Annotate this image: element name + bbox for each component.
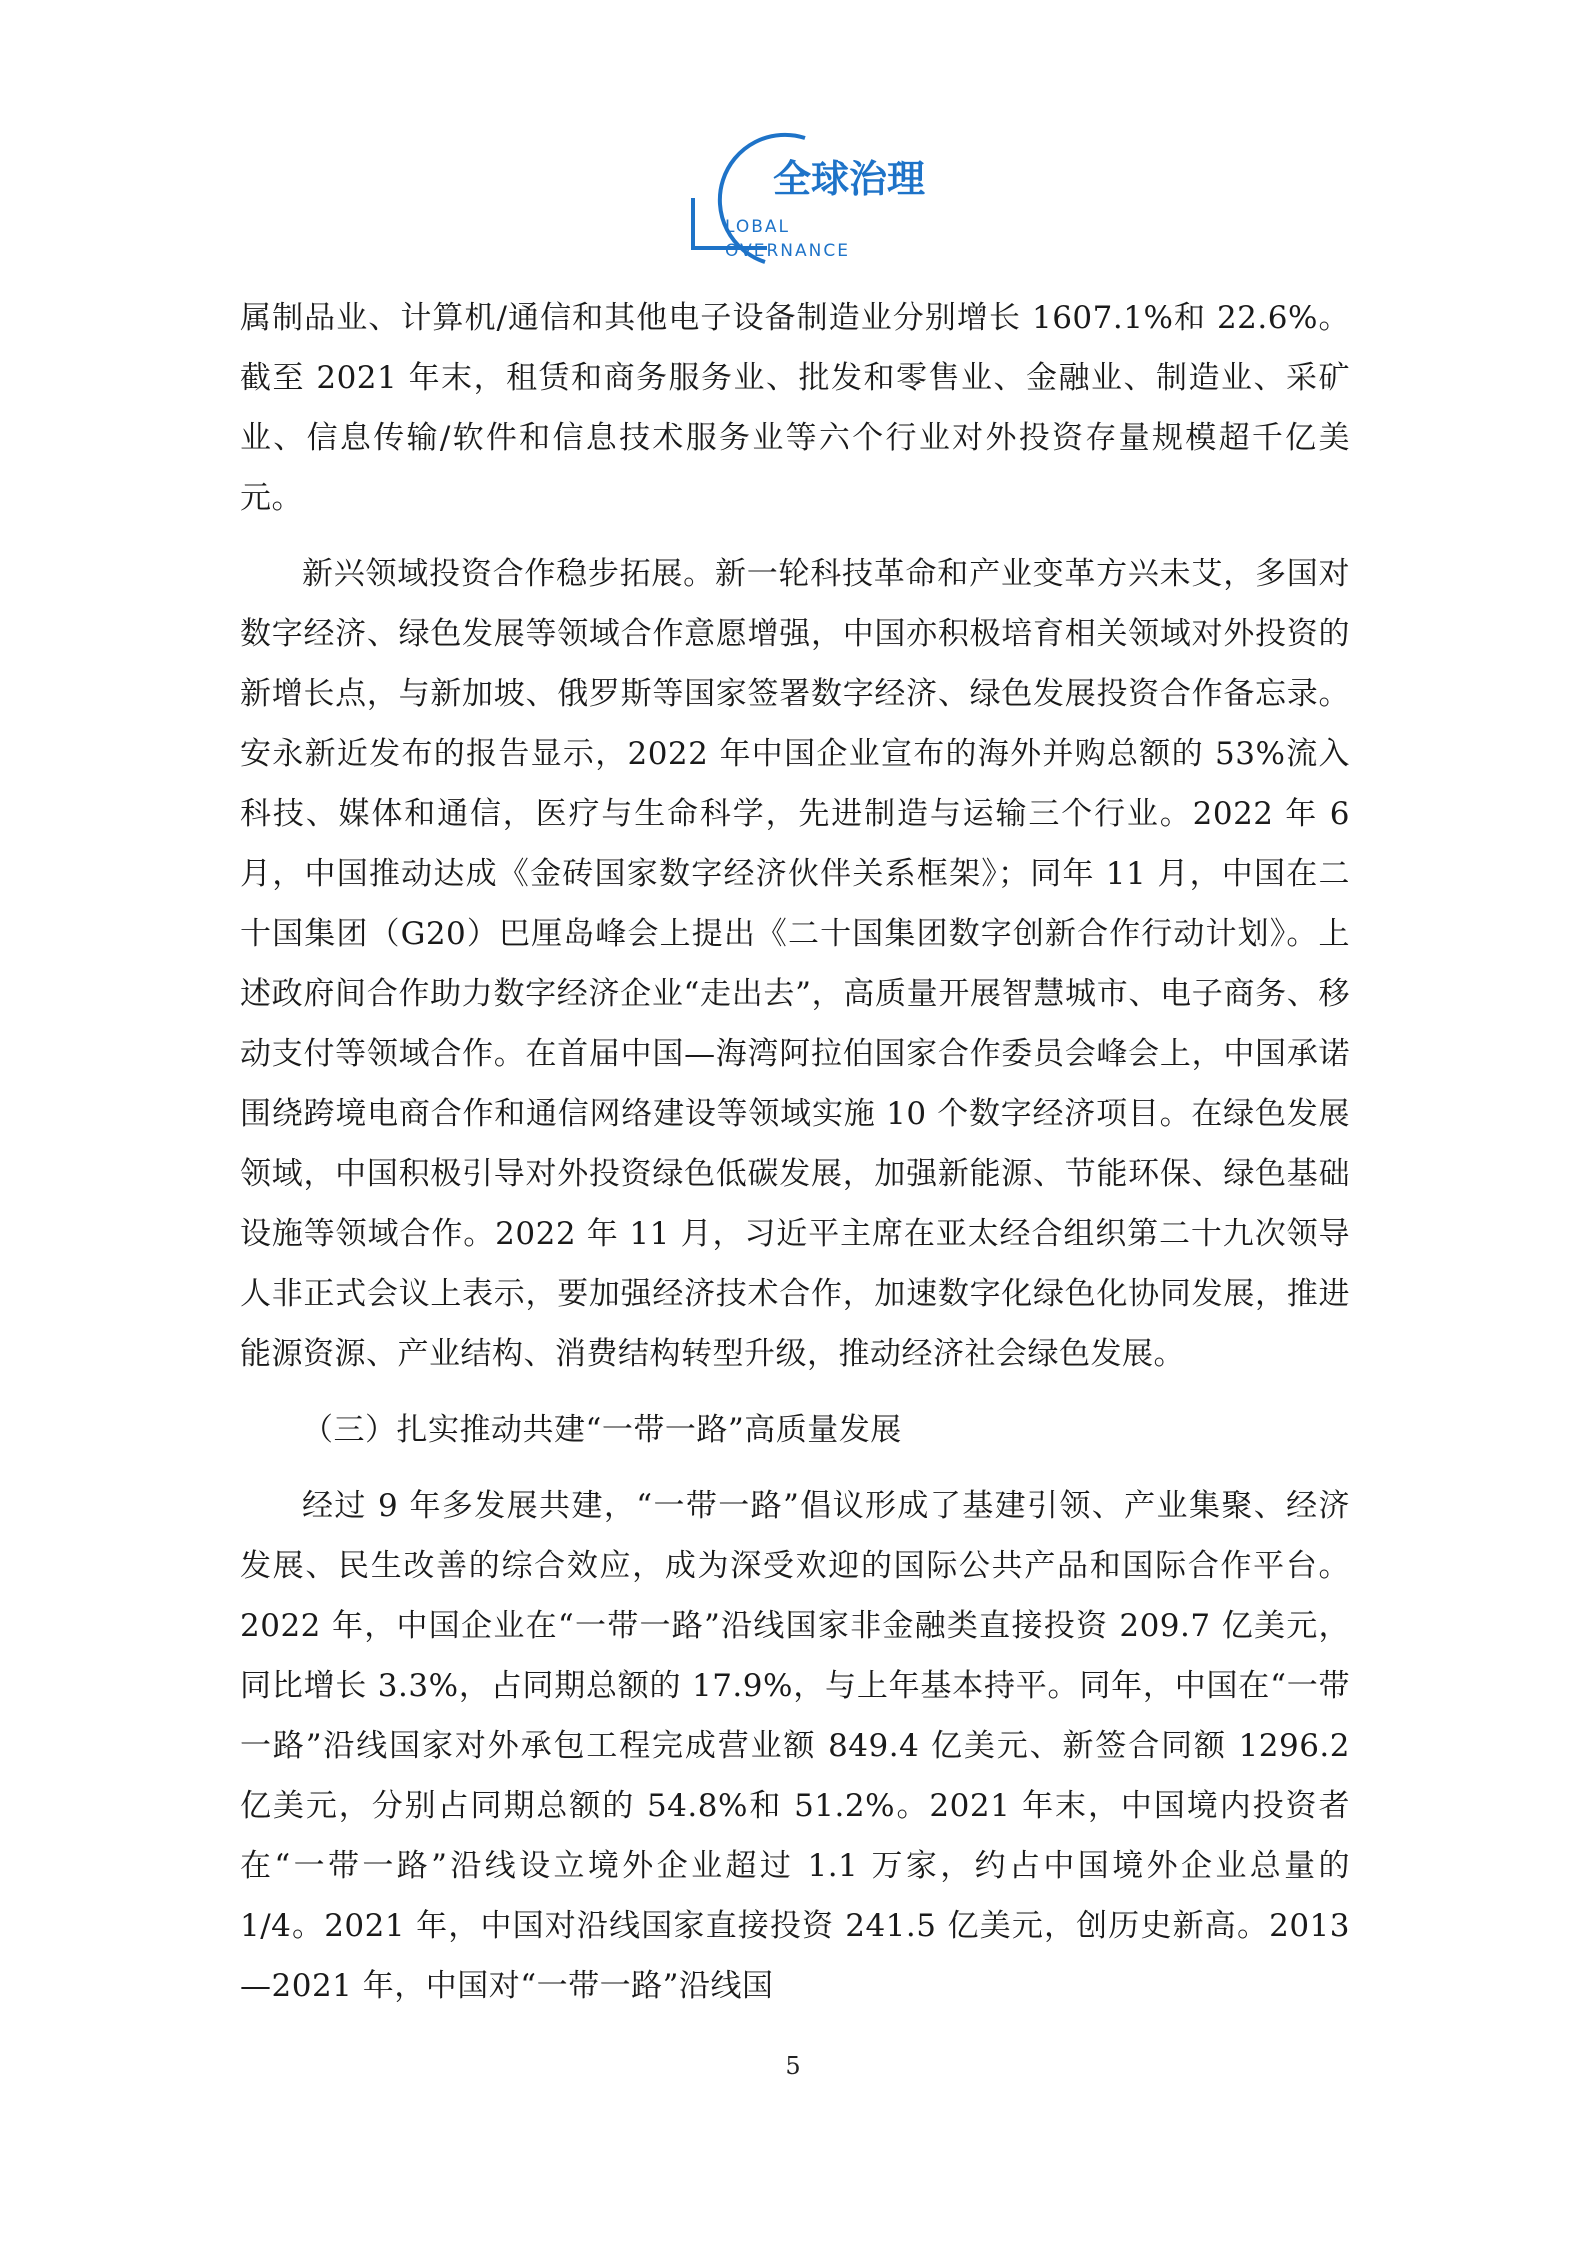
page-number: 5 xyxy=(785,2052,801,2080)
paragraph-belt-and-road: 经过 9 年多发展共建，“一带一路”倡议形成了基建引领、产业集聚、经济发展、民生改善的综合效应，成为深受欢迎的国际公共产品和国际合作平台。2022 年，中国企业在“一带一路”沿线国家非金融类直接投资 209.7 亿美元，同比增长 3.3%，占同期总额的 17.9%，与上年基本持平。同年，中国在“一带一路”沿线国家对外承包工程完成营业额 849.4 亿美元、新签合同额 1296.2 亿美元，分别占同期总额的 54.8%和 51.2%。2021 年末，中国境内投资者在“一带一路”沿线设立境外企业超过 1.1 万家，约占中国境外企业总量的 1/4。2021 年，中国对沿线国家直接投资 241.5 亿美元，创历史新高。2013—2021 年，中国对“一带一路”沿线国 xyxy=(240,1488,1350,2004)
paragraph-continuation: 属制品业、计算机/通信和其他电子设备制造业分别增长 1607.1%和 22.6%。截至 2021 年末，租赁和商务服务业、批发和零售业、金融业、制造业、采矿业、信息传输/软件和信息技术服务业等六个行业对外投资存量规模超千亿美元。 xyxy=(240,300,1350,516)
paragraph-emerging-fields: 新兴领域投资合作稳步拓展。新一轮科技革命和产业变革方兴未艾，多国对数字经济、绿色发展等领域合作意愿增强，中国亦积极培育相关领域对外投资的新增长点，与新加坡、俄罗斯等国家签署数字经济、绿色发展投资合作备忘录。安永新近发布的报告显示，2022 年中国企业宣布的海外并购总额的 53%流入科技、媒体和通信，医疗与生命科学，先进制造与运输三个行业。2022 年 6 月，中国推动达成《金砖国家数字经济伙伴关系框架》；同年 11 月，中国在二十国集团（G20）巴厘岛峰会上提出《二十国集团数字创新合作行动计划》。上述政府间合作助力数字经济企业“走出去”，高质量开展智慧城市、电子商务、移动支付等领域合作。在首届中国—海湾阿拉伯国家合作委员会峰会上，中国承诺围绕跨境电商合作和通信网络建设等领域实施 10 个数字经济项目。在绿色发展领域，中国积极引导对外投资绿色低碳发展，加强新能源、节能环保、绿色基础设施等领域合作。2022 年 11 月，习近平主席在亚太经合组织第二十九次领导人非正式会议上表示，要加强经济技术合作，加速数字化绿色化协同发展，推进能源资源、产业结构、消费结构转型升级，推动经济社会绿色发展。 xyxy=(240,556,1350,1372)
header-logo xyxy=(655,120,945,270)
global-governance-logo-icon xyxy=(655,120,945,270)
logo-english-line2: OVERNANCE xyxy=(725,241,850,261)
logo-english-line1: LOBAL xyxy=(725,217,791,237)
document-body xyxy=(240,288,1350,2032)
section-heading-belt-and-road: （三）扎实推动共建“一带一路”高质量发展 xyxy=(302,1412,902,1448)
logo-chinese-text: 全球治理 xyxy=(773,157,926,201)
